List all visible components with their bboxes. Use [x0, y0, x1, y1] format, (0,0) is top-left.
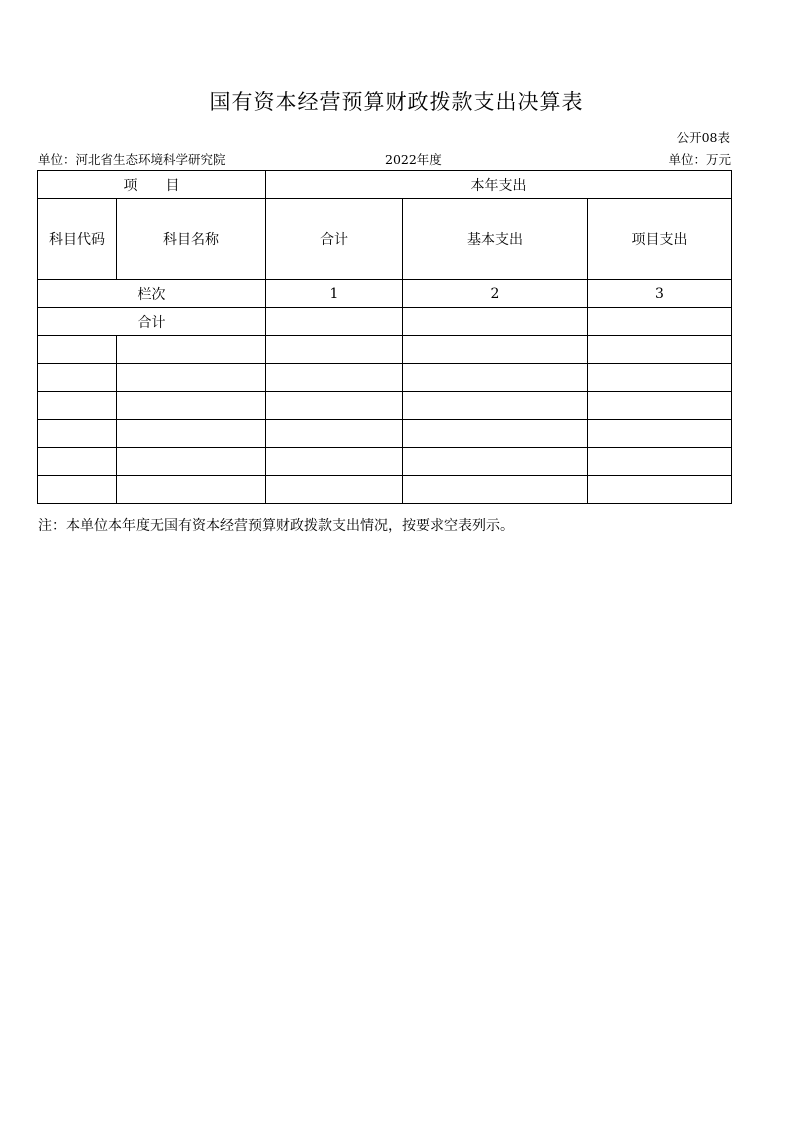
table-cell	[588, 392, 732, 420]
table-cell	[38, 420, 117, 448]
table-cell	[403, 476, 588, 504]
table-cell	[266, 392, 403, 420]
table-cell	[403, 336, 588, 364]
table-cell	[266, 448, 403, 476]
table-cell	[266, 364, 403, 392]
table-cell	[38, 448, 117, 476]
header-row-2	[38, 199, 732, 280]
column-number-row	[38, 280, 732, 308]
column-number-label: 栏次	[38, 280, 266, 308]
column-number-2: 2	[403, 280, 588, 308]
table-cell	[38, 336, 117, 364]
col-total: 合计	[266, 199, 403, 280]
table-cell	[266, 476, 403, 504]
table-cell	[117, 420, 266, 448]
page-title: 国有资本经营预算财政拨款支出决算表	[209, 90, 584, 114]
table-cell	[588, 476, 732, 504]
header-current-year: 本年支出	[266, 171, 732, 199]
total-basic-cell	[403, 308, 588, 336]
table-cell	[403, 448, 588, 476]
col-subject-code: 科目代码	[38, 199, 117, 280]
table-row	[38, 364, 732, 392]
table-cell	[38, 476, 117, 504]
col-basic-expenditure: 基本支出	[403, 199, 588, 280]
column-number-3: 3	[588, 280, 732, 308]
total-label: 合计	[38, 308, 266, 336]
table-row	[38, 420, 732, 448]
header-row-1	[38, 171, 732, 199]
form-code: 公开08表	[676, 130, 730, 145]
column-number-1: 1	[266, 280, 403, 308]
table-cell	[588, 420, 732, 448]
table-cell	[588, 448, 732, 476]
table-cell	[266, 420, 403, 448]
table-row	[38, 476, 732, 504]
meta-row	[38, 150, 731, 168]
table-cell	[117, 476, 266, 504]
table-row	[38, 336, 732, 364]
table-cell	[117, 392, 266, 420]
unit-name: 单位：河北省生态环境科学研究院	[38, 152, 226, 167]
table-cell	[117, 364, 266, 392]
table-cell	[403, 364, 588, 392]
table-cell	[403, 420, 588, 448]
total-project-cell	[588, 308, 732, 336]
expenditure-table	[37, 170, 732, 504]
currency-unit: 单位：万元	[668, 152, 731, 167]
header-item: 项 目	[38, 171, 266, 199]
footnote: 注：本单位本年度无国有资本经营预算财政拨款支出情况，按要求空表列示。	[38, 518, 514, 534]
table-row	[38, 392, 732, 420]
col-project-expenditure: 项目支出	[588, 199, 732, 280]
fiscal-year: 2022年度	[385, 152, 442, 167]
table-cell	[266, 336, 403, 364]
table-cell	[588, 336, 732, 364]
table-cell	[117, 448, 266, 476]
table-cell	[38, 392, 117, 420]
total-cell	[266, 308, 403, 336]
table-cell	[38, 364, 117, 392]
table-cell	[117, 336, 266, 364]
table-cell	[403, 392, 588, 420]
col-subject-name: 科目名称	[117, 199, 266, 280]
total-row	[38, 308, 732, 336]
table-row	[38, 448, 732, 476]
table-cell	[588, 364, 732, 392]
